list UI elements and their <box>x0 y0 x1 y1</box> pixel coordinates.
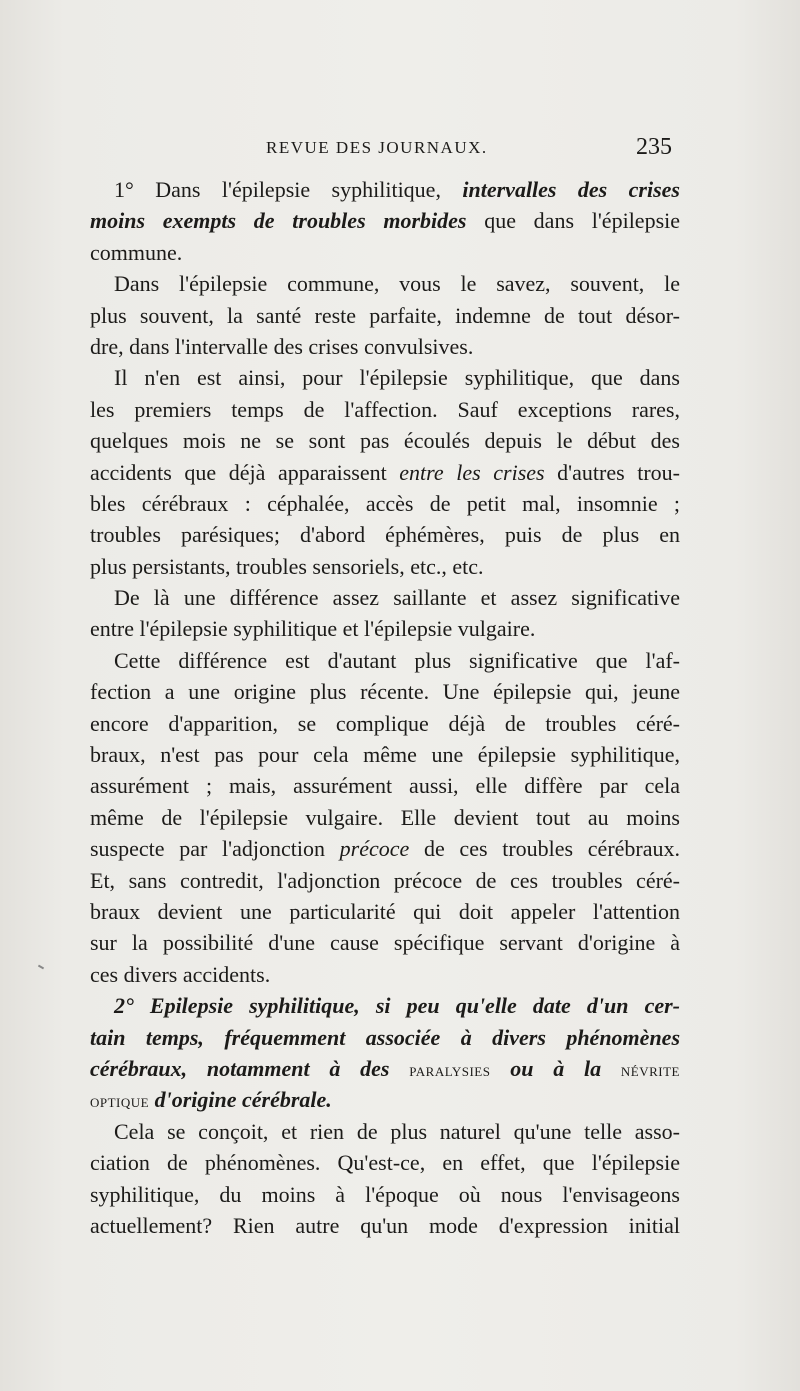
text-line: Cette différence est d'autant plus significative que l'af- <box>114 647 680 673</box>
text-line: 2° Epilepsie syphilitique, si peu qu'elle date d'un cer- <box>114 993 680 1019</box>
text-line: sur la possibilité d'une cause spécifique servant d'origine à <box>90 930 680 956</box>
text-line: entre l'épilepsie syphilitique et l'épilepsie vulgaire. <box>90 616 536 642</box>
text-line: troubles parésiques; d'abord éphémères, puis de plus en <box>90 522 680 548</box>
text-line: braux devient une particularité qui doit appeler l'attention <box>90 898 680 924</box>
body-text <box>90 174 680 1241</box>
text-line: syphilitique, du moins à l'époque où nous l'envisageons <box>90 1181 680 1207</box>
text-line: plus persistants, troubles sensoriels, etc., etc. <box>90 553 484 579</box>
text-line: les premiers temps de l'affection. Sauf exceptions rares, <box>90 396 680 422</box>
text-line: plus souvent, la santé reste parfaite, indemne de tout désor- <box>90 302 680 328</box>
text-line: tain temps, fréquemment associée à divers phénomènes <box>90 1024 680 1050</box>
running-title: REVUE DES JOURNAUX. <box>266 138 488 157</box>
text-line: quelques mois ne se sont pas écoulés depuis le début des <box>90 428 680 454</box>
text-line: commune. <box>90 239 183 265</box>
text-line: ces divers accidents. <box>90 961 271 987</box>
text-line: optique d'origine cérébrale. <box>90 1087 332 1113</box>
text-line: actuellement? Rien autre qu'un mode d'expression initial <box>90 1212 680 1238</box>
text-line: moins exempts de troubles morbides que dans l'épilepsie <box>90 208 680 234</box>
text-line: 1° Dans l'épilepsie syphilitique, intervalles des crises <box>114 177 680 202</box>
text-line: assurément ; mais, assurément aussi, elle diffère par cela <box>90 773 680 799</box>
text-line: Et, sans contredit, l'adjonction précoce de ces troubles céré- <box>90 867 680 893</box>
text-line: Il n'en est ainsi, pour l'épilepsie syphilitique, que dans <box>114 365 680 391</box>
text-line: dre, dans l'intervalle des crises convulsives. <box>90 333 474 359</box>
text-line: accidents que déjà apparaissent entre les crises d'autres trou- <box>90 459 680 485</box>
text-line: même de l'épilepsie vulgaire. Elle devient tout au moins <box>90 804 680 830</box>
text-line: ciation de phénomènes. Qu'est-ce, en effet, que l'épilepsie <box>90 1150 680 1176</box>
page-header <box>90 134 680 164</box>
text-line: suspecte par l'adjonction précoce de ces troubles cérébraux. <box>90 836 680 862</box>
text-line: De là une différence assez saillante et assez significative <box>114 585 680 611</box>
text-line: encore d'apparition, se complique déjà de troubles céré- <box>90 710 680 736</box>
text-line: cérébraux, notamment à des paralysies ou à la névrite <box>90 1055 680 1081</box>
page-number: 235 <box>636 134 672 160</box>
margin-mark <box>38 965 44 970</box>
text-line: braux, n'est pas pour cela même une épilepsie syphilitique, <box>90 742 680 768</box>
text-line: Dans l'épilepsie commune, vous le savez, souvent, le <box>114 271 680 297</box>
text-line: fection a une origine plus récente. Une épilepsie qui, jeune <box>90 679 680 705</box>
text-line: Cela se conçoit, et rien de plus naturel qu'une telle asso- <box>114 1118 680 1144</box>
text-line: bles cérébraux : céphalée, accès de petit mal, insomnie ; <box>90 490 680 516</box>
